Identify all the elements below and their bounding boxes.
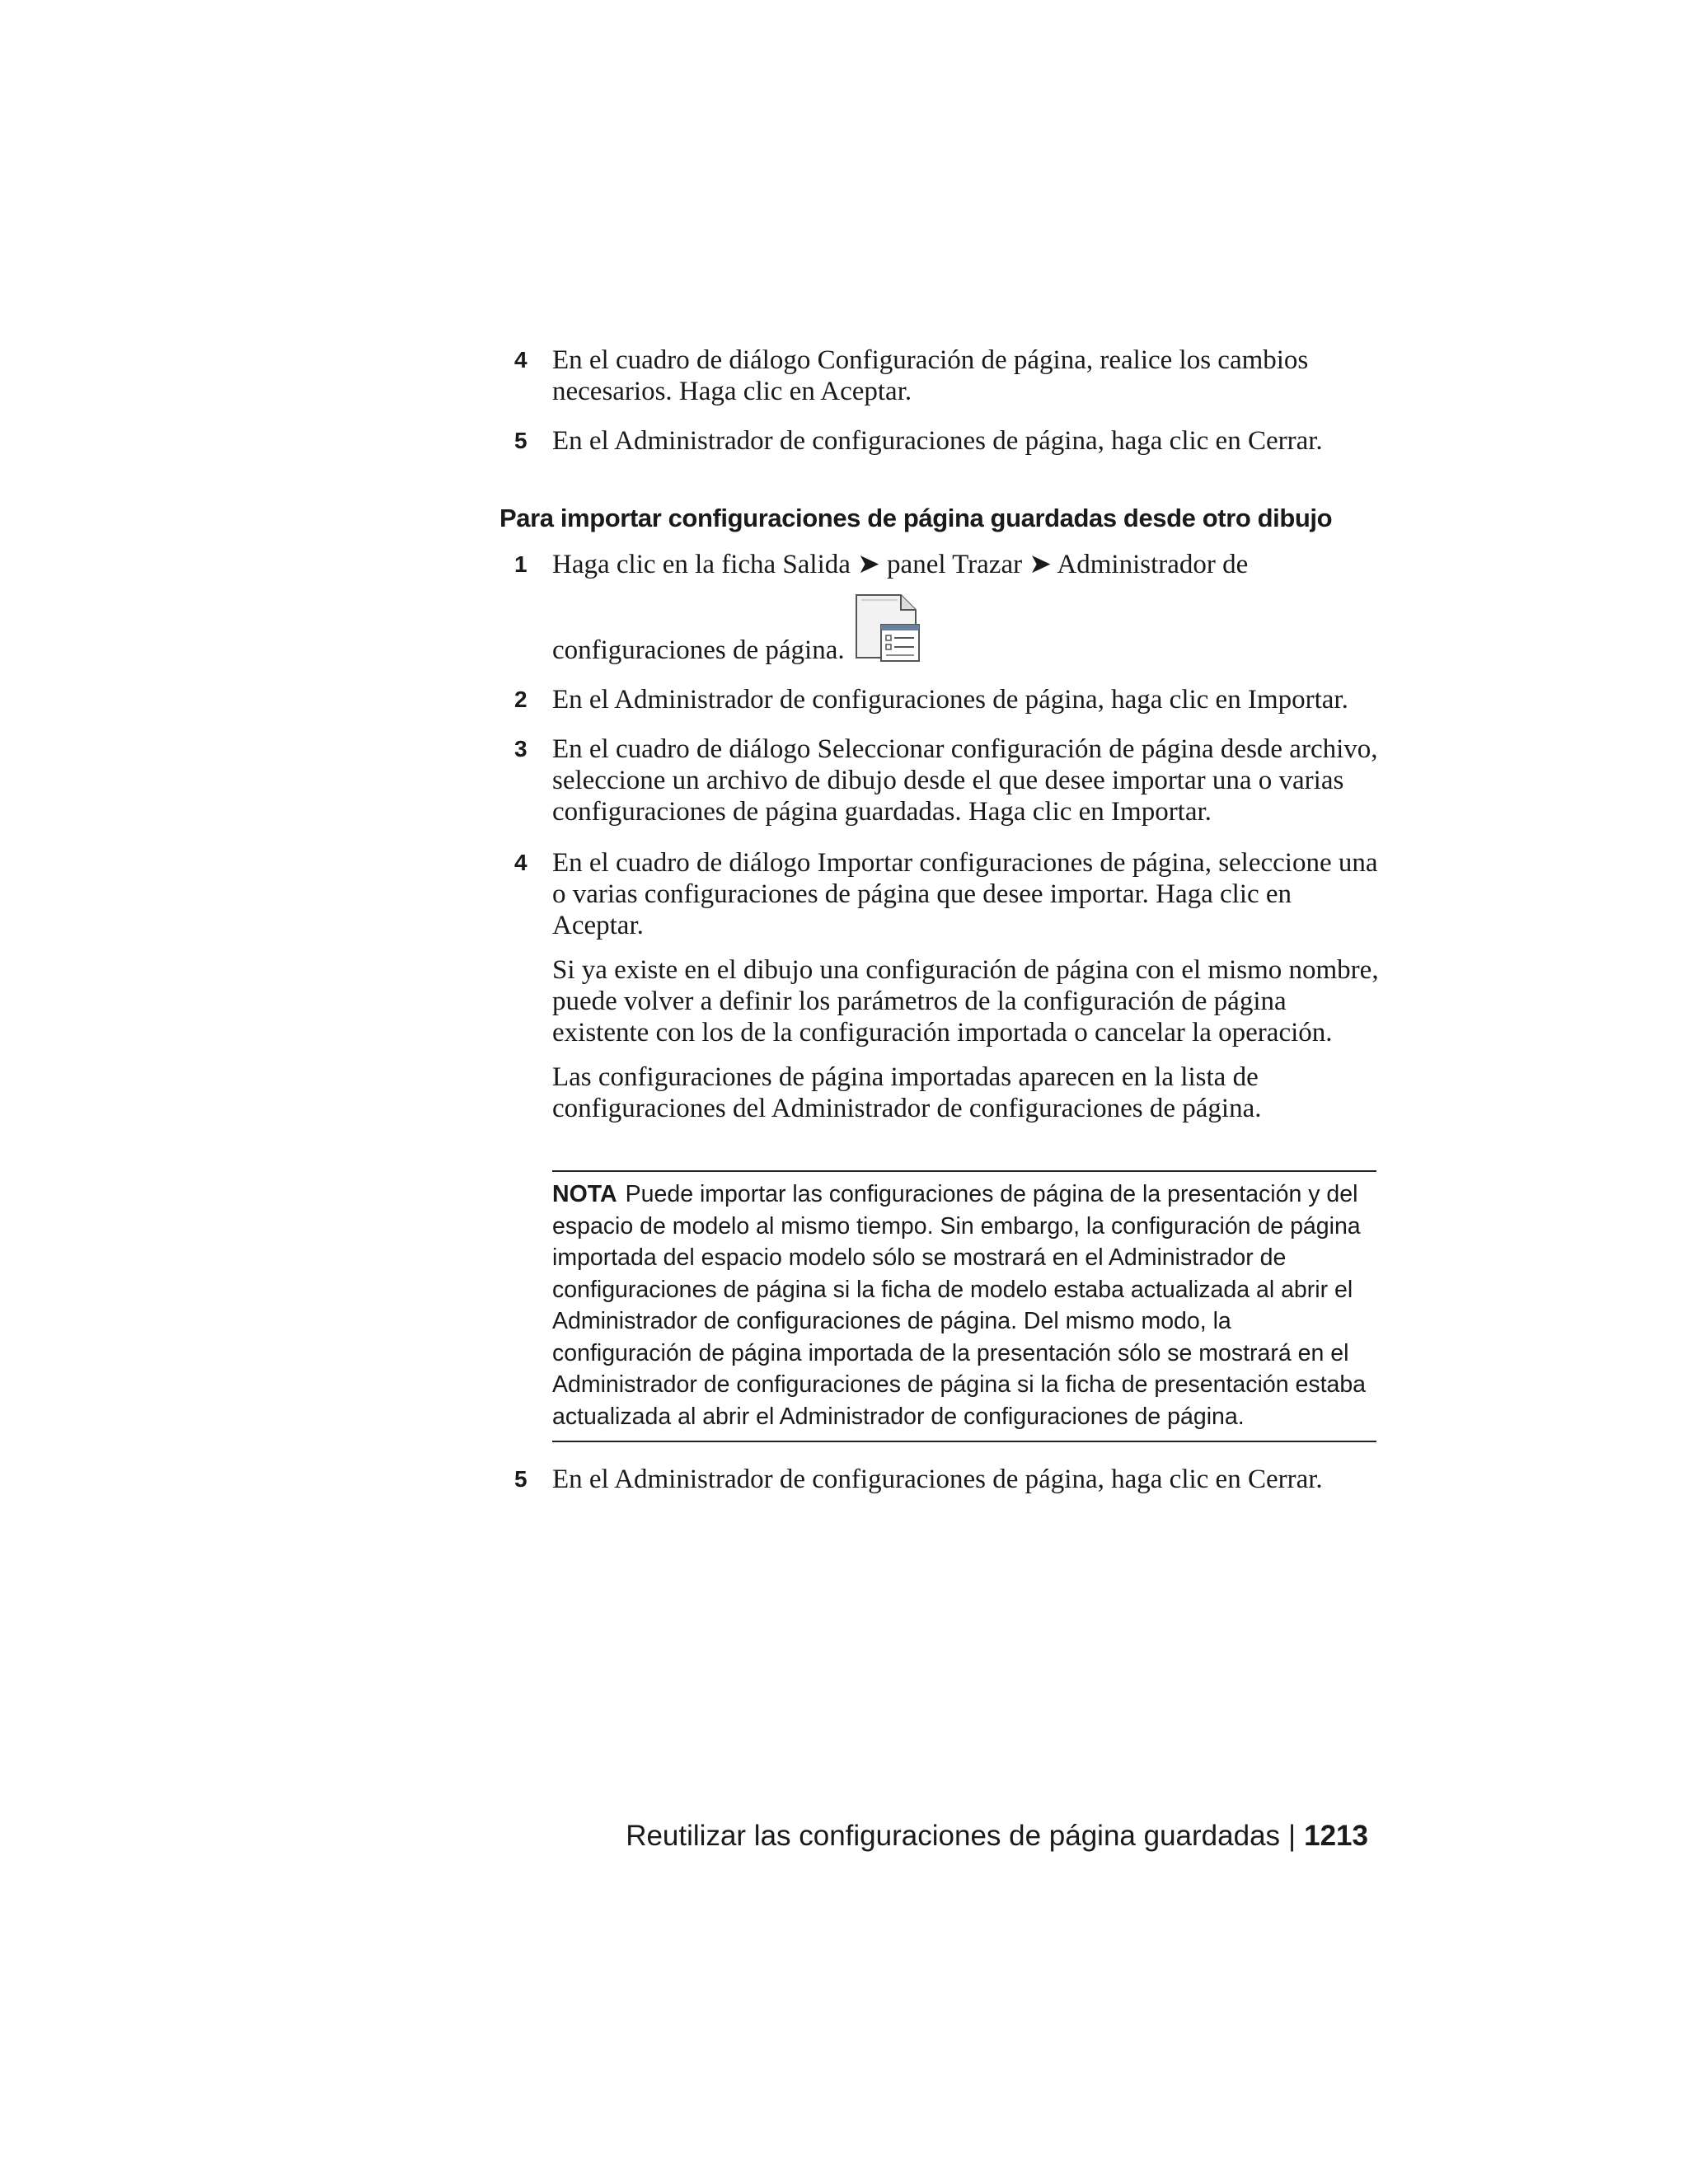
- step-number: 2: [514, 687, 528, 712]
- note-label: NOTA: [552, 1181, 617, 1207]
- step-5-top: [514, 425, 1388, 470]
- section-heading: Para importar configuraciones de página guardadas desde otro dibujo: [499, 504, 1333, 532]
- footer-separator: |: [1288, 1820, 1296, 1852]
- step-3: [514, 733, 1388, 841]
- step-text: Haga clic en la ficha Salida ➤ panel Trazar ➤ Administrador de: [552, 550, 1249, 579]
- step-text: En el Administrador de configuraciones de página, haga clic en Importar.: [552, 685, 1348, 715]
- step-2: [514, 684, 1388, 729]
- step-text: En el Administrador de configuraciones de página, haga clic en Cerrar.: [552, 1465, 1323, 1494]
- step-text: En el Administrador de configuraciones de página, haga clic en Cerrar.: [552, 426, 1323, 456]
- step-number: 5: [514, 428, 528, 453]
- step-4-top: [514, 344, 1388, 420]
- step-number: 4: [514, 850, 528, 875]
- step-number: 3: [514, 736, 528, 762]
- step-5: [514, 1464, 1388, 1508]
- step-text: En el cuadro de diálogo Importar configuraciones de página, seleccione una o varias configuraciones de página que desee importar. Haga clic en Aceptar.: [552, 848, 1378, 940]
- step-text-continued: configuraciones de página.: [552, 635, 845, 665]
- page-number: 1213: [1304, 1820, 1368, 1852]
- note-text: Puede importar las configuraciones de página de la presentación y del espacio de modelo al mismo tiempo. Sin embargo, la configuración de página importada del espacio modelo sólo se mostrará en el Administrador de configuraciones de página si la ficha de modelo estaba actualizada al abrir el Administrador de configuraciones de página. Del mismo modo, la configuración de página importada de la presentación sólo se mostrará en el Administrador de configuraciones de página si la ficha de presentación estaba actualizada al abrir el Administrador de configuraciones de página.: [552, 1181, 1367, 1430]
- page-footer: [626, 1818, 1368, 1854]
- step-number: 1: [514, 551, 528, 577]
- step-paragraph: Las configuraciones de página importadas aparecen en la lista de configuraciones del Administrador de configuraciones de página.: [552, 1062, 1262, 1123]
- step-4: [514, 847, 1388, 1137]
- note-box: [552, 1170, 1376, 1442]
- step-1: [514, 549, 1388, 666]
- step-text: En el cuadro de diálogo Seleccionar configuración de página desde archivo, seleccione un archivo de dibujo desde el que desee importar una o varias configuraciones de página guardadas. Haga clic en Importar.: [552, 734, 1378, 827]
- step-text: En el cuadro de diálogo Configuración de página, realice los cambios necesarios. Haga clic en Aceptar.: [552, 345, 1309, 406]
- step-paragraph: Si ya existe en el dibujo una configuración de página con el mismo nombre, puede volver a definir los parámetros de la configuración de página existente con los de la configuración importada o cancelar la operación.: [552, 955, 1379, 1047]
- footer-title: Reutilizar las configuraciones de página guardadas: [626, 1820, 1281, 1852]
- page-setup-manager-icon[interactable]: [850, 592, 924, 666]
- step-number: 4: [514, 347, 528, 373]
- step-number: 5: [514, 1466, 528, 1492]
